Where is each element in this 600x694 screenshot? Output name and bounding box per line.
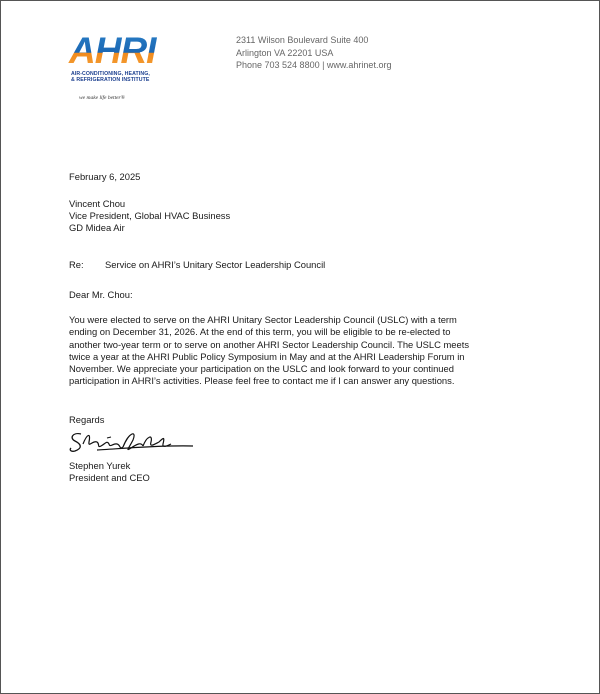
- body-line: twice a year at the AHRI Public Policy Symposium in May and at the AHRI Leadership Forum in: [69, 350, 465, 362]
- recipient-title: Vice President, Global HVAC Business: [69, 210, 231, 222]
- body-line: November. We appreciate your participation on the USLC and look forward to your continued: [69, 363, 454, 375]
- ahri-logo: [61, 31, 181, 111]
- subject-label: Re:: [69, 259, 84, 270]
- signer-block: [69, 460, 150, 484]
- logo-subtitle-line-1: AIR-CONDITIONING, HEATING,: [71, 71, 150, 77]
- handwritten-signature: [67, 426, 197, 460]
- letter-body: [69, 314, 539, 388]
- closing: Regards: [69, 414, 105, 425]
- address-line: Phone 703 524 8800 | www.ahrinet.org: [236, 60, 392, 70]
- ahri-logo-mark: [67, 31, 167, 67]
- address-line: Arlington VA 22201 USA: [236, 47, 334, 58]
- logo-subtitle-line-2: & REFRIGERATION INSTITUTE: [71, 77, 150, 84]
- subject-line: [69, 259, 325, 271]
- logo-tagline: we make life better®: [79, 95, 125, 101]
- signer-title: President and CEO: [69, 472, 150, 484]
- body-line: participation in AHRI’s activities. Please feel free to contact me if I can answer any questions.: [69, 375, 455, 387]
- recipient-company: GD Midea Air: [69, 222, 125, 234]
- body-line: ending on December 31, 2026. At the end of this term, you will be eligible to be re-elected to: [69, 326, 451, 338]
- address-line: 2311 Wilson Boulevard Suite 400: [236, 35, 369, 45]
- subject-text: Service on AHRI’s Unitary Sector Leadership Council: [105, 259, 326, 270]
- letterhead-address: [236, 34, 391, 72]
- body-line: You were elected to serve on the AHRI Unitary Sector Leadership Council (USLC) with a term: [69, 314, 457, 325]
- salutation: Dear Mr. Chou:: [69, 289, 133, 300]
- logo-subtitle: [71, 71, 181, 83]
- signer-name: Stephen Yurek: [69, 460, 131, 471]
- letter-date: February 6, 2025: [69, 171, 141, 182]
- body-line: another two-year term or to serve on another AHRI Sector Leadership Council. The USLC meets: [69, 338, 470, 350]
- logo-wordmark: AHRI: [69, 31, 156, 67]
- recipient-name: Vincent Chou: [69, 198, 126, 209]
- recipient-block: [69, 198, 230, 235]
